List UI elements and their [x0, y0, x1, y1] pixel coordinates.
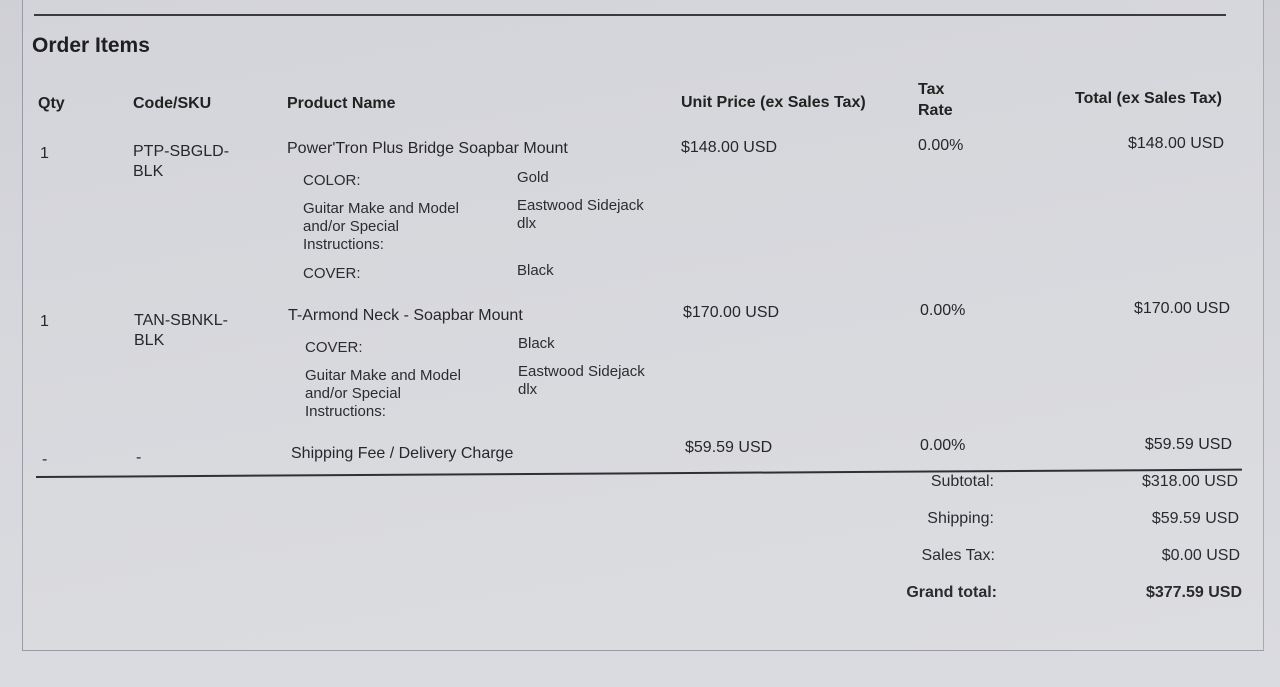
column-header-total: Total (ex Sales Tax) — [1074, 90, 1222, 107]
option-label: COLOR: — [303, 172, 361, 189]
option-label: and/or Special — [303, 218, 399, 235]
item-sku-line2: BLK — [133, 163, 164, 180]
item-qty: 1 — [40, 313, 49, 330]
option-value: Black — [518, 335, 555, 352]
top-rule — [34, 14, 1226, 16]
item-sku-line2: BLK — [134, 332, 165, 349]
sales-tax-label: Sales Tax: — [921, 547, 995, 564]
grand-total-label: Grand total: — [906, 584, 997, 601]
option-value: Black — [517, 262, 554, 279]
grand-total-value: $377.59 USD — [1145, 584, 1242, 601]
shipping-value: $59.59 USD — [1151, 510, 1239, 527]
column-header-tax-rate-line2: Rate — [918, 102, 953, 119]
shipping-total: $59.59 USD — [1144, 436, 1232, 453]
item-product-name: Power'Tron Plus Bridge Soapbar Mount — [287, 140, 568, 157]
item-tax-rate: 0.00% — [918, 137, 964, 154]
item-sku-line1: PTP-SBGLD- — [133, 143, 230, 160]
item-qty: 1 — [40, 145, 49, 162]
option-value: dlx — [517, 215, 537, 232]
item-total: $170.00 USD — [1133, 300, 1230, 317]
option-label: and/or Special — [305, 385, 401, 402]
option-value: Eastwood Sidejack — [518, 363, 645, 380]
column-header-product: Product Name — [287, 95, 396, 112]
item-tax-rate: 0.00% — [920, 302, 966, 319]
option-label: Instructions: — [305, 403, 386, 420]
option-value: dlx — [518, 381, 538, 398]
item-unit-price: $148.00 USD — [681, 139, 778, 156]
subtotal-value: $318.00 USD — [1141, 473, 1238, 490]
shipping-product-name: Shipping Fee / Delivery Charge — [291, 445, 514, 462]
subtotal-label: Subtotal: — [930, 473, 994, 490]
shipping-label: Shipping: — [927, 510, 994, 527]
column-header-unit-price: Unit Price (ex Sales Tax) — [681, 94, 866, 111]
column-header-sku: Code/SKU — [133, 95, 212, 112]
sales-tax-value: $0.00 USD — [1161, 547, 1240, 564]
item-product-name: T-Armond Neck - Soapbar Mount — [288, 307, 523, 324]
option-label: Guitar Make and Model — [305, 367, 461, 384]
shipping-unit-price: $59.59 USD — [685, 439, 773, 456]
option-label: Instructions: — [303, 236, 384, 253]
option-value: Gold — [517, 169, 549, 186]
item-sku-line1: TAN-SBNKL- — [134, 312, 228, 329]
option-label: COVER: — [303, 265, 361, 282]
section-heading: Order Items — [32, 34, 150, 57]
option-value: Eastwood Sidejack — [517, 197, 644, 214]
shipping-qty: - — [42, 451, 48, 468]
item-unit-price: $170.00 USD — [683, 304, 780, 321]
option-label: COVER: — [305, 339, 363, 356]
column-header-tax-rate-line1: Tax — [918, 81, 945, 98]
shipping-tax-rate: 0.00% — [920, 437, 966, 454]
column-header-qty: Qty — [38, 95, 65, 112]
option-label: Guitar Make and Model — [303, 200, 459, 217]
item-total: $148.00 USD — [1127, 135, 1224, 152]
shipping-sku: - — [136, 449, 142, 466]
